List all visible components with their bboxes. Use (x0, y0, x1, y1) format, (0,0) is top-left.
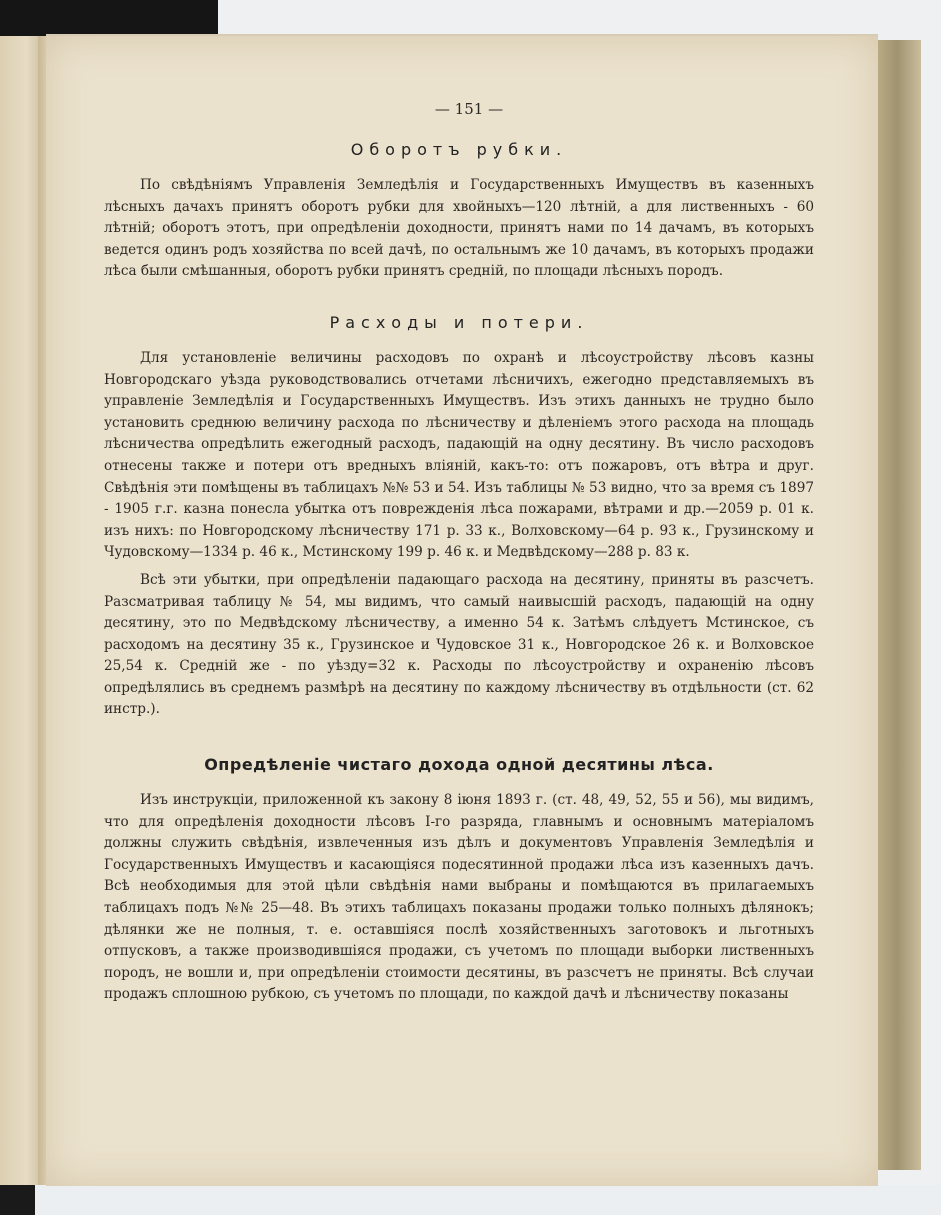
paragraph: Всѣ эти убытки, при опредѣленіи падающаго расхода на десятину, приняты въ разсчетъ. Разсматривая таблицу № 54, мы видимъ, что самый наивысшій расходъ, падающій на одну десятину, это по Медвѣдскому лѣсничеству, а именно 54 к. Затѣмъ слѣдуетъ Мстинское, съ расходомъ на десятину 35 к., Грузинское и Чудовское 31 к., Новгородское 26 к. и Волховское 25,54 к. Средній же - по уѣзду=32 к. Расходы по лѣсоустройству и охраненію лѣсовъ опредѣлялись въ среднемъ размѣрѣ на десятину по каждому лѣсничеству въ отдѣльности (ст. 62 инстр.). (104, 571, 814, 718)
paragraph: Для установленіе величины расходовъ по охранѣ и лѣсоустройству лѣсовъ казны Новгородскаго уѣзда руководствовались отчетами лѣсничихъ, ежегодно представляемыхъ въ управленіе Земледѣлія и Государственныхъ Имуществъ. Изъ этихъ данныхъ не трудно было установить среднюю величину расхода по лѣсничеству и дѣленіемъ этого расхода на площадь лѣсничества опредѣлить ежегодный расходъ, падающій на одну десятину. Въ число расходовъ отнесены также и потери отъ вредныхъ вліяній, какъ-то: отъ пожаровъ, отъ вѣтра и друг. Свѣдѣнія эти помѣщены въ таблицахъ №№ 53 и 54. Изъ таблицы № 53 видно, что за время съ 1897 - 1905 г.г. казна понесла убытка отъ поврежденія лѣса пожарами, вѣтрами и др.—2059 р. 01 к. изъ нихъ: по Новгородскому лѣсничеству 171 р. 33 к., Волховскому—64 р. 93 к., Грузинскому и Чудовскому—1334 р. 46 к., Мстинскому 199 р. 46 к. и Медвѣдскому—288 р. 83 к. (104, 349, 814, 561)
scan-bottom-margin (0, 1185, 941, 1215)
paragraph: По свѣдѣніямъ Управленія Земледѣлія и Государственныхъ Имуществъ въ казенныхъ лѣсныхъ дачахъ принятъ оборотъ рубки для хвойныхъ—120 лѣтній, а для лиственныхъ - 60 лѣтній; оборотъ этотъ, при опредѣленіи доходности, принятъ нами по 14 дачамъ, въ которыхъ ведется одинъ родъ хозяйства по всей дачѣ, по остальнымъ же 10 дачамъ, въ которыхъ продажи лѣса были смѣшанныя, оборотъ рубки принятъ средній, по площади лѣсныхъ породъ. (104, 177, 814, 280)
section-title-net-income: Опредѣленіе чистаго дохода одной десятины лѣса. (204, 755, 714, 775)
scan-bottom-dark-corner (0, 1185, 35, 1215)
page-content (104, 100, 814, 1006)
book-page (46, 34, 878, 1186)
page-number: — 151 — (434, 100, 504, 118)
section-title-expenses: Расходы и потери. (329, 312, 589, 332)
paragraph: Изъ инструкціи, приложенной къ закону 8 іюня 1893 г. (ст. 48, 49, 52, 55 и 56), мы видимъ, что для опредѣленія доходности лѣсовъ I-го разряда, главнымъ и основнымъ матеріаломъ должны служить свѣдѣнія, извлеченныя изъ дѣлъ и документовъ Управленія Земледѣлія и Государственныхъ Имуществъ и касающіяся подесятинной продажи лѣса изъ казенныхъ дачъ. Всѣ необходимыя для этой цѣли свѣдѣнія нами выбраны и помѣщаются въ прилагаемыхъ таблицахъ подъ №№ 25—48. Въ этихъ таблицахъ показаны продажи только полныхъ дѣлянокъ; дѣлянки же не полныя, т. е. оставшіяся послѣ хозяйственныхъ заготовокъ и льготныхъ отпусковъ, а также производившіяся продажи, съ учетомъ по площади выборки лиственныхъ породъ, не вошли и, при опредѣленіи стоимости десятины, въ разсчетъ не приняты. Всѣ случаи продажъ сплошною рубкою, съ учетомъ по площади, по каждой дачѣ и лѣсничеству показаны (104, 792, 814, 1003)
section-title-rotation: Оборотъ рубки. (350, 140, 568, 159)
